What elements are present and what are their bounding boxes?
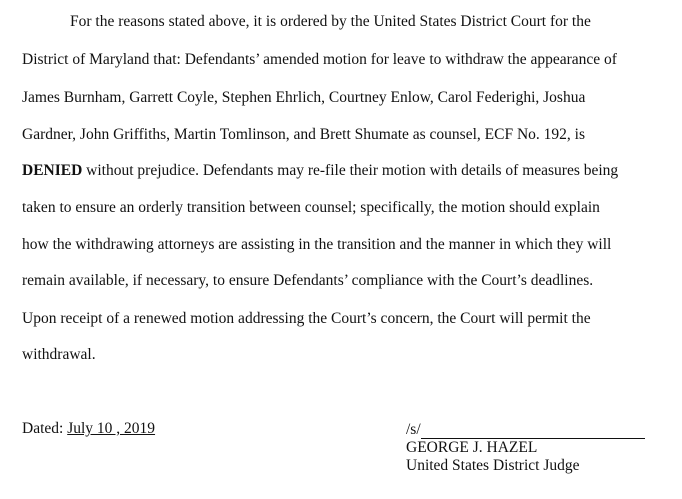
denied-word: DENIED bbox=[22, 162, 83, 179]
signature-block bbox=[406, 419, 645, 475]
order-line-10: withdrawal. bbox=[22, 346, 96, 363]
signature-mark: /s/ bbox=[406, 421, 421, 438]
order-line-5-text: without prejudice. Defendants may re-file their motion with details of measures being bbox=[86, 162, 619, 179]
dated-label: Dated: bbox=[22, 420, 64, 437]
order-line-9: Upon receipt of a renewed motion addressing the Court’s concern, the Court will permit the bbox=[22, 310, 591, 327]
judge-name: GEORGE J. HAZEL bbox=[406, 439, 538, 456]
dated-line bbox=[22, 419, 155, 439]
order-line-8: remain available, if necessary, to ensure Defendants’ compliance with the Court’s deadlines. bbox=[22, 272, 594, 289]
order-line-1: For the reasons stated above, it is ordered by the United States District Court for the bbox=[70, 13, 591, 30]
order-line-3: James Burnham, Garrett Coyle, Stephen Ehrlich, Courtney Enlow, Carol Federighi, Joshua bbox=[22, 89, 586, 106]
dated-date: July 10 , 2019 bbox=[67, 420, 156, 437]
signature-line bbox=[406, 419, 645, 439]
order-line-7: how the withdrawing attorneys are assisting in the transition and the manner in which they will bbox=[22, 236, 612, 253]
order-line-4: Gardner, John Griffiths, Martin Tomlinson, and Brett Shumate as counsel, ECF No. 192, is bbox=[22, 126, 585, 143]
signature-rule bbox=[421, 424, 645, 439]
order-line-6: taken to ensure an orderly transition between counsel; specifically, the motion should explain bbox=[22, 199, 600, 216]
judge-title: United States District Judge bbox=[406, 457, 580, 474]
order-line-2: District of Maryland that: Defendants’ amended motion for leave to withdraw the appearance of bbox=[22, 51, 617, 68]
order-line-5 bbox=[22, 161, 618, 181]
